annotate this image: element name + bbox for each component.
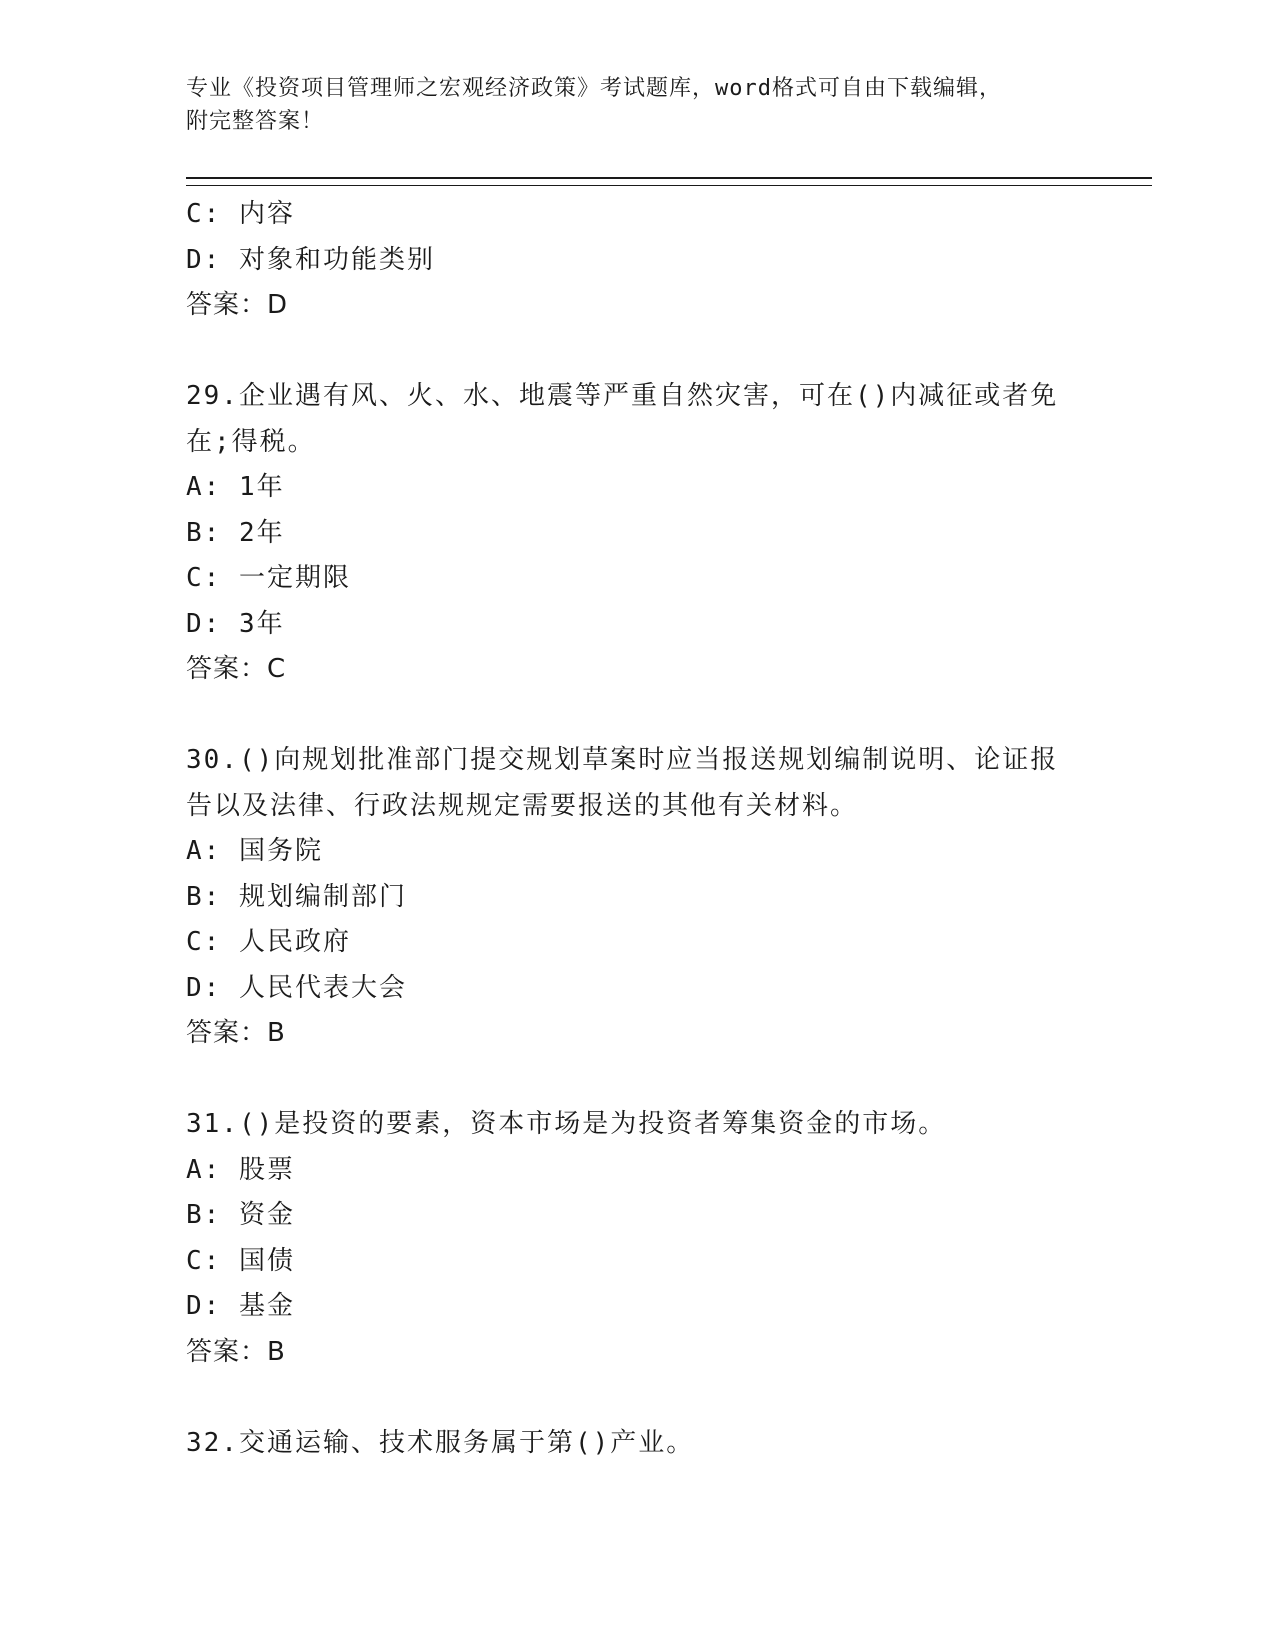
spacer [186, 1375, 1086, 1421]
question-stem: 32.交通运输、技术服务属于第()产业。 [186, 1427, 695, 1458]
answer-line: 答案：B [186, 1018, 286, 1048]
page-header [186, 72, 1066, 138]
option-c: C: 一定期限 [186, 563, 351, 593]
option-a: A: 股票 [186, 1154, 295, 1185]
header-divider [186, 177, 1152, 186]
option-b: B: 2年 [186, 517, 285, 548]
document-body [186, 192, 1086, 1466]
question-31 [186, 1102, 1086, 1375]
option-b: B: 资金 [186, 1200, 295, 1230]
option-d: D: 3年 [186, 608, 285, 639]
option-b: B: 规划编制部门 [186, 881, 407, 912]
answer-line: 答案：C [186, 654, 287, 684]
spacer [186, 1057, 1086, 1103]
question-stem: 31.()是投资的要素，资本市场是为投资者筹集资金的市场。 [186, 1109, 947, 1139]
option-c: C: 内容 [186, 199, 295, 229]
option-d: D: 基金 [186, 1291, 295, 1321]
option-c: C: 国债 [186, 1245, 295, 1276]
spacer [186, 329, 1086, 375]
question-32 [186, 1421, 1086, 1467]
question-stem: 30.()向规划批准部门提交规划草案时应当报送规划编制说明、论证报告以及法律、行政法规规定需要报送的其他有关材料。 [186, 745, 1059, 821]
question-29 [186, 374, 1086, 693]
question-28-continued [186, 192, 1086, 329]
option-a: A: 国务院 [186, 836, 323, 866]
question-stem: 29.企业遇有风、火、水、地震等严重自然灾害，可在()内减征或者免在;得税。 [186, 381, 1059, 457]
header-line-2: 附完整答案！ [186, 109, 325, 134]
header-line-1: 专业《投资项目管理师之宏观经济政策》考试题库，word格式可自由下载编辑， [186, 76, 1002, 101]
option-d: D: 人民代表大会 [186, 972, 407, 1003]
option-a: A: 1年 [186, 472, 285, 502]
spacer [186, 693, 1086, 739]
answer-line: 答案：B [186, 1336, 286, 1367]
option-c: C: 人民政府 [186, 927, 351, 957]
option-d: D: 对象和功能类别 [186, 244, 435, 275]
question-30 [186, 738, 1086, 1057]
answer-line: 答案：D [186, 290, 289, 320]
